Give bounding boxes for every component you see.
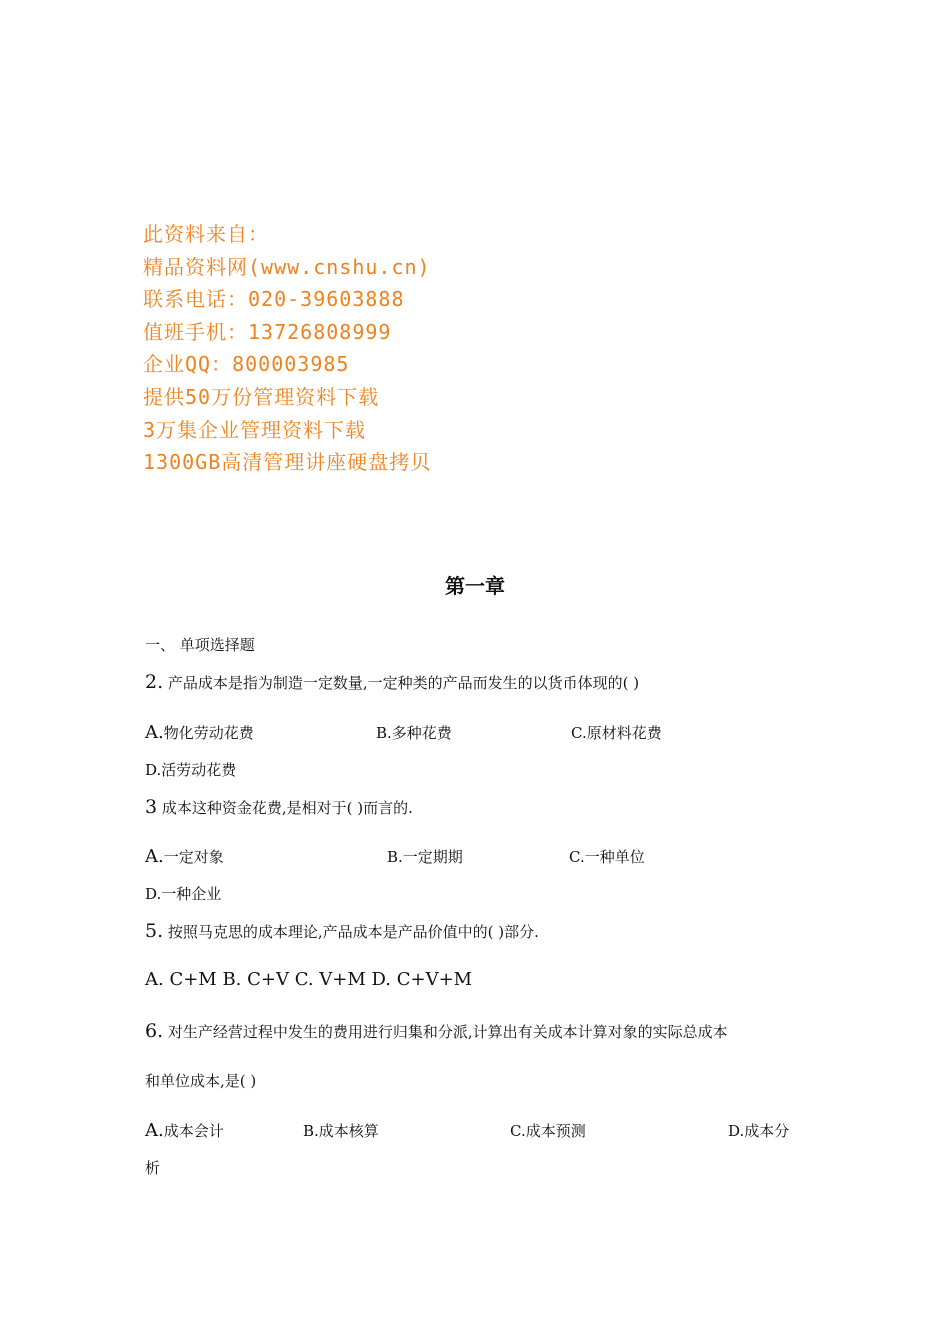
option-a [145,722,254,743]
option-b: B.成本核算 [303,1122,379,1140]
options-line: A. C+M B. C+V C. V+M D. C+V+M [145,969,473,990]
option-letter: A. [145,846,164,867]
source-notice-line: 值班手机：13726808999 [143,319,392,344]
section-heading: 一、 单项选择题 [145,636,255,654]
chapter-title: 第一章 [445,574,505,598]
question-text: 成本这种资金花费,是相对于( )而言的. [157,799,413,817]
option-d-continued: 析 [145,1159,161,1177]
option-d: D.活劳动花费 [145,761,237,779]
source-notice-line: 3万集企业管理资料下载 [143,417,367,442]
option-letter: A. [145,1120,164,1141]
option-c: C.一种单位 [569,848,645,866]
question-5 [145,920,539,942]
question-number: 2. [145,671,164,693]
question-6 [145,1020,728,1042]
source-notice [143,218,431,479]
source-notice-line: 精品资料网(www.cnshu.cn) [143,254,431,279]
source-notice-line: 1300GB高清管理讲座硬盘拷贝 [143,450,432,475]
question-text: 对生产经营过程中发生的费用进行归集和分派,计算出有关成本计算对象的实际总成本 [163,1023,728,1041]
source-notice-line: 企业QQ：800003985 [143,352,350,377]
option-text: 成本会计 [163,1122,224,1140]
question-number: 5. [145,920,164,942]
option-a [145,846,224,867]
option-b: B.多种花费 [376,724,452,742]
option-c: C.成本预测 [510,1122,586,1140]
source-notice-line: 联系电话：020-39603888 [143,287,405,312]
option-d: D.成本分 [728,1122,790,1140]
option-a [145,1120,224,1141]
option-text: 物化劳动花费 [163,724,254,742]
option-c: C.原材料花费 [571,724,662,742]
option-d: D.一种企业 [145,885,222,903]
question-3 [145,796,413,818]
source-notice-line: 此资料来自： [143,222,269,246]
option-letter: A. [145,722,164,743]
question-number: 3 [145,796,158,818]
question-number: 6. [145,1020,164,1042]
source-notice-line: 提供50万份管理资料下载 [143,384,380,409]
question-text-continued: 和单位成本,是( ) [145,1072,257,1090]
question-text: 按照马克思的成本理论,产品成本是产品价值中的( )部分. [163,923,539,941]
option-b: B.一定期期 [387,848,463,866]
question-text: 产品成本是指为制造一定数量,一定种类的产品而发生的以货币体现的( ) [163,674,640,692]
question-2 [145,671,639,693]
option-text: 一定对象 [163,848,224,866]
